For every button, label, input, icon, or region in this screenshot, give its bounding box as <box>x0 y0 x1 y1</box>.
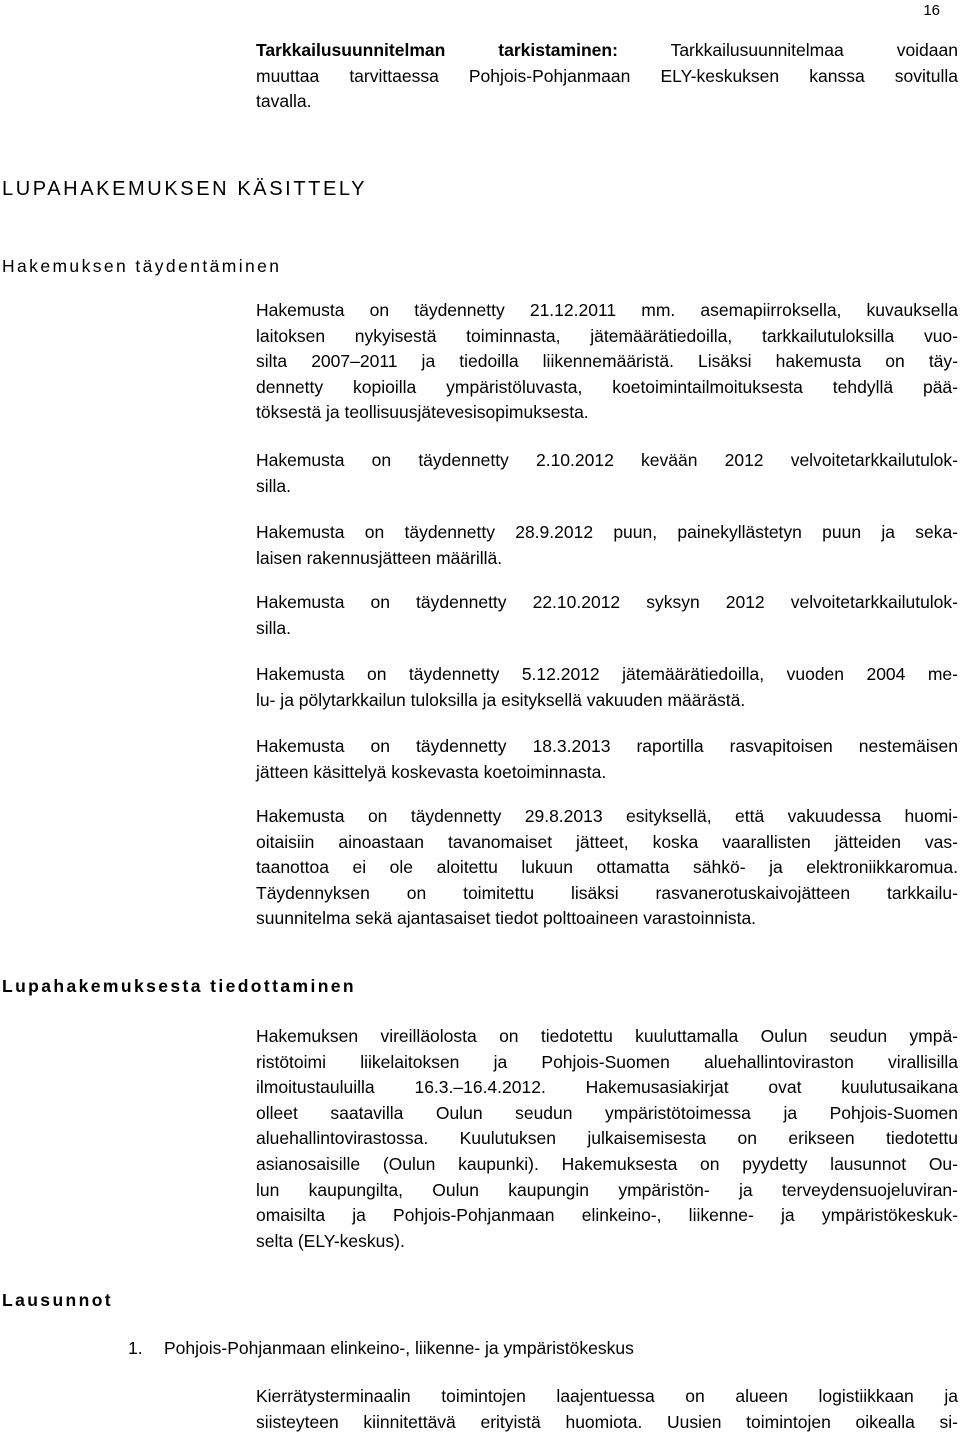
section-heading-hakemuksen-taydentaminen: Hakemuksen täydentäminen <box>2 256 282 276</box>
text-line: ristötoimi liikelaitoksen ja Pohjois-Suomen aluehallintoviraston virallisilla <box>256 1051 958 1072</box>
text-line: dennetty kopioilla ympäristöluvasta, koetoimintailmoituksesta tehdyllä pää- <box>256 376 958 397</box>
supplement-paragraph-6 <box>256 734 958 785</box>
intro-line-1 <box>256 38 958 64</box>
intro-line-1-rest: Tarkkailusuunnitelmaa voidaan <box>617 40 958 60</box>
text-line: olleet saatavilla Oulun seudun ympäristötoimessa ja Pohjois-Suomen <box>256 1102 958 1123</box>
text-line: ilmoitustauluilla 16.3.–16.4.2012. Hakemusasiakirjat ovat kuulutusaikana <box>256 1077 958 1098</box>
text-line: oitaisiin ainoastaan tavanomaiset jätteet, koska vaarallisten jätteiden vas- <box>256 831 958 852</box>
supplement-paragraph-2 <box>256 448 958 499</box>
text-line: Hakemusta on täydennetty 28.9.2012 puun, painekyllästetyn puun ja seka- <box>256 522 958 542</box>
list-number: 1. <box>128 1338 143 1358</box>
section-heading-lupahakemuksesta-tiedottaminen: Lupahakemuksesta tiedottaminen <box>2 976 357 996</box>
supplement-paragraph-4 <box>256 590 958 641</box>
supplement-paragraph-3 <box>256 520 958 571</box>
text-line: asianosaisille (Oulun kaupunki). Hakemuksesta on pyydetty lausunnot Ou- <box>256 1153 958 1174</box>
supplement-paragraph-1 <box>256 298 958 426</box>
text-line: laitoksen nykyisestä toiminnasta, jätemäärätiedoilla, tarkkailutuloksilla vuo- <box>256 325 958 346</box>
text-line: Hakemusta on täydennetty 21.12.2011 mm. asemapiirroksella, kuvauksella <box>256 300 958 320</box>
statement-list-item <box>128 1336 634 1362</box>
intro-lead: Tarkkailusuunnitelman tarkistaminen: <box>256 40 618 60</box>
text-line: Hakemusta on täydennetty 22.10.2012 syksyn 2012 velvoitetarkkailutulok- <box>256 592 958 612</box>
notification-paragraph <box>256 1024 958 1254</box>
text-line: töksestä ja teollisuusjätevesisopimuksesta. <box>256 402 589 423</box>
intro-paragraph <box>256 38 958 115</box>
text-line: Hakemusta on täydennetty 2.10.2012 kevään 2012 velvoitetarkkailutulok- <box>256 450 958 470</box>
text-line: aluehallintovirastossa. Kuulutuksen julkaisemisesta on erikseen tiedotettu <box>256 1128 958 1149</box>
text-line: taanottoa ei ole aloitettu lukuun ottamatta sähkö- ja elektroniikkaromua. <box>256 857 958 878</box>
text-line: suunnitelma sekä ajantasaiset tiedot polttoaineen varastoinnista. <box>256 908 757 929</box>
text-line: Hakemuksen vireilläolosta on tiedotettu kuuluttamalla Oulun seudun ympä- <box>256 1026 958 1046</box>
main-heading: LUPAHAKEMUKSEN KÄSITTELY <box>2 178 368 200</box>
statement-paragraph <box>256 1384 958 1435</box>
page-number: 16 <box>923 2 940 19</box>
text-line: jätteen käsittelyä koskevasta koetoiminnasta. <box>256 761 607 782</box>
intro-line-3: tavalla. <box>256 91 312 112</box>
text-line: silla. <box>256 617 292 638</box>
text-line: Täydennyksen on toimitettu lisäksi rasvanerotuskaivojätteen tarkkailu- <box>256 882 958 903</box>
text-line: laisen rakennusjätteen määrillä. <box>256 547 503 568</box>
text-line: silla. <box>256 475 292 496</box>
text-line: Hakemusta on täydennetty 29.8.2013 esityksellä, että vakuudessa huomi- <box>256 806 958 826</box>
intro-line-2: muuttaa tarvittaessa Pohjois-Pohjanmaan ELY-keskuksen kanssa sovitulla <box>256 65 958 86</box>
text-line: Kierrätysterminaalin toimintojen laajentuessa on alueen logistiikkaan ja <box>256 1386 958 1406</box>
section-heading-lausunnot: Lausunnot <box>2 1290 114 1310</box>
text-line: siisteyteen kiinnitettävä erityistä huomiota. Uusien toimintojen oikealla si- <box>256 1411 958 1432</box>
text-line: lun kaupungilta, Oulun kaupungin ympäristön- ja terveydensuojeluviran- <box>256 1179 958 1200</box>
text-line: selta (ELY-keskus). <box>256 1230 405 1251</box>
text-line: Hakemusta on täydennetty 18.3.2013 raportilla rasvapitoisen nestemäisen <box>256 736 958 756</box>
text-line: lu- ja pölytarkkailun tuloksilla ja esityksellä vakuuden määrästä. <box>256 689 746 710</box>
list-item-text: Pohjois-Pohjanmaan elinkeino-, liikenne- ja ympäristökeskus <box>164 1338 634 1358</box>
supplement-paragraph-7 <box>256 804 958 932</box>
supplement-paragraph-5 <box>256 662 958 713</box>
text-line: silta 2007–2011 ja tiedoilla liikennemääristä. Lisäksi hakemusta on täy- <box>256 351 958 372</box>
text-line: omaisilta ja Pohjois-Pohjanmaan elinkeino-, liikenne- ja ympäristökeskuk- <box>256 1205 958 1226</box>
text-line: Hakemusta on täydennetty 5.12.2012 jätemäärätiedoilla, vuoden 2004 me- <box>256 664 958 684</box>
